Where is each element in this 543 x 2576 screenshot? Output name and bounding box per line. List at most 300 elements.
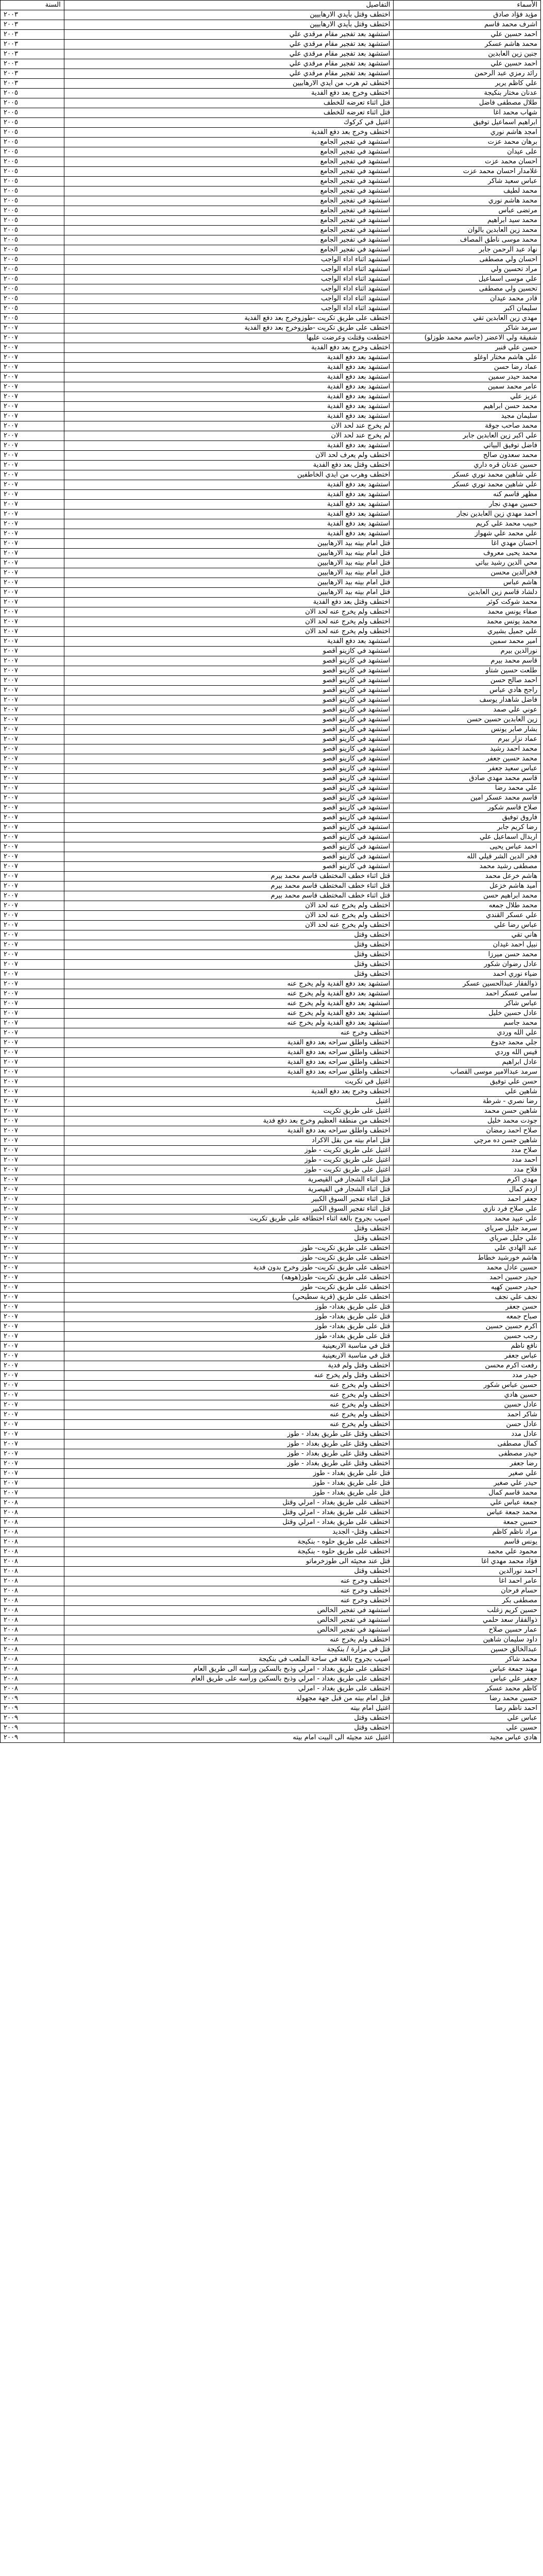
details-cell: استشهد بعد دفع الفدية ولم يخرج عنه	[64, 979, 394, 989]
details-cell: قتل اثناء الشجار في القيصرية	[64, 1175, 394, 1185]
details-cell: قتل على طريق بغداد - طوز	[64, 1469, 394, 1479]
year-cell: ٢٠٠٣	[1, 79, 64, 89]
year-cell: ٢٠٠٧	[1, 1224, 64, 1234]
details-cell: استشهد بعد دفع الفدية	[64, 382, 394, 392]
details-cell: اختطف وهرب من ايدي الخاطفين	[64, 470, 394, 480]
table-row	[1, 216, 541, 226]
table-row	[1, 529, 541, 539]
table-row	[1, 1253, 541, 1263]
table-row	[1, 705, 541, 715]
name-cell: هاشم خرعل محمد	[394, 872, 541, 882]
details-cell: استشهد في تفجير الجامع	[64, 206, 394, 216]
name-cell: شاكر احمد	[394, 1410, 541, 1420]
name-cell: داود سليمان شاهين	[394, 1635, 541, 1645]
details-cell: اختطف وقتل	[64, 1723, 394, 1733]
year-cell: ٢٠٠٧	[1, 607, 64, 617]
name-cell: نجف علي نجف	[394, 1293, 541, 1302]
name-cell: تحسين ولي مصطفى	[394, 284, 541, 294]
name-cell: حسين محمد رضا	[394, 1694, 541, 1704]
table-row	[1, 1733, 541, 1743]
year-cell: ٢٠٠٧	[1, 1410, 64, 1420]
table-row	[1, 1459, 541, 1469]
name-cell: علي شاهين محمد نوري عسكر	[394, 480, 541, 490]
name-cell: محمد لطيف	[394, 187, 541, 196]
year-cell: ٢٠٠٧	[1, 813, 64, 823]
details-cell: استشهد بعد دفع الفدية ولم يخرج عنه	[64, 989, 394, 999]
year-cell: ٢٠٠٧	[1, 1253, 64, 1263]
details-cell: اختطف ولم يخرج عنه	[64, 1410, 394, 1420]
details-cell: اختطف وخرج بعد دفع الفدية	[64, 128, 394, 138]
year-cell: ٢٠٠٨	[1, 1586, 64, 1596]
details-cell: استشهد في تفجير الجامع	[64, 177, 394, 187]
name-cell: عبد الهادي علي	[394, 1244, 541, 1253]
year-cell: ٢٠٠٧	[1, 421, 64, 431]
table-row	[1, 324, 541, 333]
details-cell: استشهد بعد دفع الفدية	[64, 519, 394, 529]
year-cell: ٢٠٠٧	[1, 568, 64, 578]
year-cell: ٢٠٠٧	[1, 1205, 64, 1214]
name-cell: جودت محمد خليل	[394, 1116, 541, 1126]
table-row	[1, 1087, 541, 1097]
name-cell: جعفر احمد	[394, 1195, 541, 1205]
table-row	[1, 803, 541, 813]
name-cell: علي هاشم مختار اوغلو	[394, 353, 541, 363]
details-cell: استشهد في تفجير الجامع	[64, 157, 394, 167]
name-cell: مرتضى عباس	[394, 206, 541, 216]
year-cell: ٢٠٠٧	[1, 872, 64, 882]
year-cell: ٢٠٠٧	[1, 1087, 64, 1097]
name-cell: نهاد عبد الرحمن جابر	[394, 245, 541, 255]
year-cell: ٢٠٠٨	[1, 1635, 64, 1645]
year-cell: ٢٠٠٧	[1, 1459, 64, 1469]
year-cell: ٢٠٠٧	[1, 833, 64, 842]
year-cell: ٢٠٠٧	[1, 1391, 64, 1400]
table-row	[1, 1195, 541, 1205]
year-cell: ٢٠٠٥	[1, 177, 64, 187]
details-cell: قتل امام بيته بيد الارهابيين	[64, 588, 394, 598]
year-cell: ٢٠٠٧	[1, 1185, 64, 1195]
name-cell: امير محمد سمين	[394, 637, 541, 647]
year-cell: ٢٠٠٧	[1, 490, 64, 500]
name-cell: عبدالخالق حسين	[394, 1645, 541, 1655]
name-cell: محمد يونس محمد	[394, 617, 541, 627]
name-cell: شاهين علي	[394, 1087, 541, 1097]
table-row	[1, 10, 541, 20]
year-cell: ٢٠٠٧	[1, 911, 64, 921]
details-cell: اختطف وقتل بأيدي الارهابيين	[64, 20, 394, 30]
table-row	[1, 588, 541, 598]
table-row	[1, 891, 541, 901]
name-cell: عادل حسين	[394, 1400, 541, 1410]
name-cell: فؤاد محمد مهدي اغا	[394, 1557, 541, 1567]
table-row	[1, 1596, 541, 1606]
table-row	[1, 284, 541, 294]
details-cell: قتل امام بيته بيد الارهابيين	[64, 568, 394, 578]
table-row	[1, 1058, 541, 1067]
details-cell: اختطف على طريق بغداد - امرلي وذبح بالسكين ورأسه الى طريق العام	[64, 1665, 394, 1674]
name-cell: احمد صالح حسن	[394, 676, 541, 686]
details-cell: استشهد في تفجير الجامع	[64, 138, 394, 147]
table-row	[1, 40, 541, 49]
table-row	[1, 196, 541, 206]
name-cell: هاني تقي	[394, 930, 541, 940]
table-row	[1, 940, 541, 950]
details-cell: اغتيل عند مجيئه الى البيت امام بيته	[64, 1733, 394, 1743]
details-cell: استشهد في كازينو أقصو	[64, 842, 394, 852]
table-row	[1, 1283, 541, 1293]
year-cell: ٢٠٠٥	[1, 314, 64, 324]
year-cell: ٢٠٠٩	[1, 1723, 64, 1733]
year-cell: ٢٠٠٧	[1, 1058, 64, 1067]
table-row	[1, 1606, 541, 1616]
details-cell: اختطف وخرج عنه	[64, 1586, 394, 1596]
details-cell: اختطف وقتل على طريق بغداد - طوز	[64, 1430, 394, 1439]
name-cell: احمد عباس يحيى	[394, 842, 541, 852]
name-cell: حسن علي قنبر	[394, 343, 541, 353]
name-cell: نورالدين بيرم	[394, 647, 541, 656]
year-cell: ٢٠٠٧	[1, 862, 64, 872]
details-cell: استشهد في تفجير الخالص	[64, 1625, 394, 1635]
year-cell: ٢٠٠٧	[1, 715, 64, 725]
name-cell: حسين عادل محمد	[394, 1263, 541, 1273]
name-cell: سرمد شاكر	[394, 324, 541, 333]
year-cell: ٢٠٠٧	[1, 500, 64, 510]
name-cell: قيس الله وردي	[394, 1048, 541, 1058]
year-cell: ٢٠٠٥	[1, 304, 64, 314]
year-cell: ٢٠٠٧	[1, 1381, 64, 1391]
name-cell: أميد هاشم خزعل	[394, 882, 541, 891]
table-row	[1, 255, 541, 265]
name-cell: رضا كريم جابر	[394, 823, 541, 833]
year-cell: ٢٠٠٧	[1, 1097, 64, 1107]
details-cell: استشهد في كازينو أقصو	[64, 862, 394, 872]
details-cell: استشهد اثناء اداء الواجب	[64, 304, 394, 314]
table-row	[1, 1586, 541, 1596]
details-cell: استشهد بعد دفع الفدية	[64, 402, 394, 412]
table-row	[1, 1723, 541, 1733]
table-row	[1, 696, 541, 705]
year-cell: ٢٠٠٧	[1, 353, 64, 363]
table-row	[1, 1214, 541, 1224]
name-cell: محمد ابراهيم حسن	[394, 891, 541, 901]
table-row	[1, 1156, 541, 1165]
table-row	[1, 1469, 541, 1479]
year-cell: ٢٠٠٨	[1, 1577, 64, 1586]
name-cell: عباس رضا علي	[394, 921, 541, 930]
name-cell: اكرم حسين حسين	[394, 1322, 541, 1332]
year-cell: ٢٠٠٥	[1, 206, 64, 216]
table-row	[1, 852, 541, 862]
details-cell: استشهد بعد دفع الفدية ولم يخرج عنه	[64, 1009, 394, 1019]
name-cell: عادل مدد	[394, 1430, 541, 1439]
table-row	[1, 960, 541, 970]
name-cell: نافع ناظم	[394, 1342, 541, 1351]
name-cell: فاضل توفيق البياتي	[394, 441, 541, 451]
table-row	[1, 1567, 541, 1577]
year-cell: ٢٠٠٥	[1, 157, 64, 167]
details-cell: استشهد في كازينو أقصو	[64, 676, 394, 686]
table-row	[1, 627, 541, 637]
details-cell: لم يخرج عند لحد الان	[64, 421, 394, 431]
table-row	[1, 1185, 541, 1195]
year-cell: ٢٠٠٧	[1, 647, 64, 656]
table-row	[1, 1019, 541, 1028]
table-row	[1, 1097, 541, 1107]
year-cell: ٢٠٠٧	[1, 1312, 64, 1322]
table-row	[1, 1400, 541, 1410]
details-cell: استشهد اثناء اداء الواجب	[64, 255, 394, 265]
table-row	[1, 1038, 541, 1048]
details-cell: استشهد في كازينو أقصو	[64, 666, 394, 676]
table-row	[1, 79, 541, 89]
table-row	[1, 754, 541, 764]
name-cell: رجب حسين	[394, 1332, 541, 1342]
table-row	[1, 49, 541, 59]
name-cell: عزيز علي	[394, 392, 541, 402]
details-cell: اختطف ولم يخرج عنه لحد الان	[64, 911, 394, 921]
details-cell: اختطف وقتل بعد دفع الفدية	[64, 598, 394, 607]
details-cell: قتل اثناء الشجار في القيصرية	[64, 1185, 394, 1195]
details-cell: قتل اثناء خطف المختطف قاسم محمد بيرم	[64, 872, 394, 882]
details-cell: اختطف ولم يعرف لحد الان	[64, 451, 394, 461]
table-row	[1, 1332, 541, 1342]
year-cell: ٢٠٠٧	[1, 1244, 64, 1253]
table-row	[1, 431, 541, 441]
year-cell: ٢٠٠٧	[1, 343, 64, 353]
table-row	[1, 1234, 541, 1244]
table-row	[1, 930, 541, 940]
name-cell: شفيقة ولي الاعضر (جاسم محمد طوزلو)	[394, 333, 541, 343]
year-column-header: السنة	[1, 1, 64, 10]
details-cell: استشهد بعد دفع الفدية	[64, 441, 394, 451]
table-row	[1, 1528, 541, 1537]
year-cell: ٢٠٠٩	[1, 1694, 64, 1704]
year-cell: ٢٠٠٧	[1, 1488, 64, 1498]
details-cell: اختطف وقتل ولم يخرج عنه	[64, 1371, 394, 1381]
table-row	[1, 1498, 541, 1508]
name-cell: سليمان مجيد	[394, 412, 541, 421]
details-cell: لم يخرج عند لحد الان	[64, 431, 394, 441]
details-cell: اختطف على طريق تكريت- طوز وخرج بدون فدية	[64, 1263, 394, 1273]
year-cell: ٢٠٠٧	[1, 774, 64, 784]
name-cell: حسام فرحان	[394, 1586, 541, 1596]
table-row	[1, 901, 541, 911]
name-cell: نبيل احمد غيدان	[394, 940, 541, 950]
year-cell: ٢٠٠٣	[1, 69, 64, 79]
details-cell: اختطف على طريق تكريت- طوز	[64, 1253, 394, 1263]
year-cell: ٢٠٠٧	[1, 882, 64, 891]
table-row	[1, 157, 541, 167]
name-cell: مظهر قاسم كنه	[394, 490, 541, 500]
table-row	[1, 89, 541, 98]
name-cell: احسان محمد عزت	[394, 157, 541, 167]
table-header-row	[1, 1, 541, 10]
table-row	[1, 382, 541, 392]
name-cell: احمد مدد	[394, 1156, 541, 1165]
name-cell: احسان ولي مصطفى	[394, 255, 541, 265]
name-cell: سرمد جليل صرياي	[394, 1224, 541, 1234]
details-cell: اغتيل في كركوك	[64, 118, 394, 128]
details-cell: استشهد في كازينو أقصو	[64, 754, 394, 764]
details-cell: اختطف وقتل	[64, 930, 394, 940]
details-cell: استشهد في تفجير الخالص	[64, 1616, 394, 1625]
details-cell: قتل امام بيته بيد الارهابيين	[64, 539, 394, 549]
year-cell: ٢٠٠٨	[1, 1498, 64, 1508]
details-cell: استشهد في كازينو أقصو	[64, 725, 394, 735]
details-cell: استشهد بعد تفجير مقام مرقدي علي	[64, 59, 394, 69]
name-cell: حيدر مدد	[394, 1371, 541, 1381]
name-cell: محمد سعدون صالح	[394, 451, 541, 461]
year-cell: ٢٠٠٥	[1, 98, 64, 108]
year-cell: ٢٠٠٥	[1, 108, 64, 118]
year-cell: ٢٠٠٧	[1, 1107, 64, 1116]
table-row	[1, 1537, 541, 1547]
table-row	[1, 421, 541, 431]
name-cell: عوني علي صمد	[394, 705, 541, 715]
name-cell: مراد تحسين ولي	[394, 265, 541, 275]
year-cell: ٢٠٠٧	[1, 1019, 64, 1028]
name-cell: عباس شاكر	[394, 999, 541, 1009]
details-cell: اغتيل	[64, 1097, 394, 1107]
table-row	[1, 1557, 541, 1567]
year-cell: ٢٠٠٧	[1, 519, 64, 529]
table-row	[1, 725, 541, 735]
year-cell: ٢٠٠٧	[1, 940, 64, 950]
details-cell: اغتيل في تكريت	[64, 1077, 394, 1087]
details-cell: اختطف وقتل على طريق بغداد - طوز	[64, 1449, 394, 1459]
details-cell: استشهد في كازينو أقصو	[64, 803, 394, 813]
details-cell: استشهد في كازينو أقصو	[64, 852, 394, 862]
details-cell: اختطف من منطقة العظيم وخرج بعد دفع فدية	[64, 1116, 394, 1126]
table-row	[1, 1577, 541, 1586]
year-cell: ٢٠٠٧	[1, 891, 64, 901]
year-cell: ٢٠٠٨	[1, 1596, 64, 1606]
name-cell: محمد شوكت كوثر	[394, 598, 541, 607]
year-cell: ٢٠٠٧	[1, 852, 64, 862]
table-row	[1, 735, 541, 744]
details-cell: اختطف وقتل على طريق بغداد - طوز	[64, 1459, 394, 1469]
table-row	[1, 979, 541, 989]
name-cell: صفاء يونس محمد	[394, 607, 541, 617]
name-cell: قادر محمد عيدان	[394, 294, 541, 304]
details-cell: اصيب بجروح بالغة اثناء اختطافه على طريق تكريت	[64, 1214, 394, 1224]
table-row	[1, 549, 541, 558]
table-row	[1, 1136, 541, 1146]
year-cell: ٢٠٠٨	[1, 1528, 64, 1537]
name-cell: مصطفى بكر	[394, 1596, 541, 1606]
table-row	[1, 1684, 541, 1694]
name-cell: حسين كريم زغلب	[394, 1606, 541, 1616]
details-cell: اختطف على طريق بغداد - امرلي وذبح بالسكين ورأسه على طريق العام	[64, 1674, 394, 1684]
name-cell: عامر احمد اغا	[394, 1577, 541, 1586]
name-cell: سامي عسكر احمد	[394, 989, 541, 999]
year-cell: ٢٠٠٧	[1, 705, 64, 715]
details-cell: اختطف ولم يخرج عنه	[64, 1381, 394, 1391]
year-cell: ٢٠٠٨	[1, 1665, 64, 1674]
table-row	[1, 333, 541, 343]
year-cell: ٢٠٠٥	[1, 255, 64, 265]
name-cell: ازدم كمال	[394, 1185, 541, 1195]
name-cell: سليمان اكبر	[394, 304, 541, 314]
details-cell: اختطف وخرج بعد دفع الفدية	[64, 1087, 394, 1097]
year-cell: ٢٠٠٥	[1, 265, 64, 275]
table-row	[1, 167, 541, 177]
table-body	[1, 10, 541, 1743]
details-cell: استشهد اثناء اداء الواجب	[64, 284, 394, 294]
details-cell: استشهد بعد دفع الفدية	[64, 637, 394, 647]
name-cell: محمد هاشم عسكر	[394, 40, 541, 49]
name-cell: عماد نزار بيرم	[394, 735, 541, 744]
year-cell: ٢٠٠٧	[1, 627, 64, 637]
year-cell: ٢٠٠٧	[1, 999, 64, 1009]
year-cell: ٢٠٠٧	[1, 1302, 64, 1312]
table-row	[1, 989, 541, 999]
details-cell: استشهد في كازينو أقصو	[64, 784, 394, 793]
name-cell: سرمد عبدالامير موسى القصاب	[394, 1067, 541, 1077]
name-cell: شهاب محمد اغا	[394, 108, 541, 118]
table-row	[1, 1625, 541, 1635]
year-cell: ٢٠٠٧	[1, 451, 64, 461]
details-cell: اختطف وقتل ولم فدية	[64, 1361, 394, 1371]
table-row	[1, 1420, 541, 1430]
details-cell: اصيب بجروح بالغة في ساحة الملعب في بنكيجة	[64, 1655, 394, 1665]
table-row	[1, 69, 541, 79]
details-cell: قتل في مناسبة الاربعينية	[64, 1351, 394, 1361]
details-cell: اختطف وقتل	[64, 1234, 394, 1244]
details-cell: استشهد بعد دفع الفدية	[64, 392, 394, 402]
name-cell: صلاح احمد رمضان	[394, 1126, 541, 1136]
name-cell: فاروق توفيق	[394, 813, 541, 823]
table-row	[1, 1146, 541, 1156]
details-cell: قتل اثناء تفجير السوق الكبير	[64, 1195, 394, 1205]
table-row	[1, 1508, 541, 1518]
name-cell: حسين مهدي نجار	[394, 500, 541, 510]
year-cell: ٢٠٠٧	[1, 686, 64, 696]
year-cell: ٢٠٠٧	[1, 333, 64, 343]
table-row	[1, 715, 541, 725]
name-cell: حيدر حسين كهيه	[394, 1283, 541, 1293]
name-cell: صلاح مدد	[394, 1146, 541, 1156]
details-cell: اختطف واطلق سراحه بعد دفع الفدية	[64, 1058, 394, 1067]
details-cell: استشهد بعد تفجير مقام مرقدي علي	[64, 69, 394, 79]
details-cell: اختطف ولم يخرج عنه لحد الان	[64, 617, 394, 627]
year-cell: ٢٠٠٥	[1, 89, 64, 98]
details-cell: قتل امام بيته من بقل الاكراد	[64, 1136, 394, 1146]
name-cell: محمد سيد ابراهيم	[394, 216, 541, 226]
name-cell: محمد حيدر سمين	[394, 372, 541, 382]
details-cell: اختطف على طريق تكريت- طوز(هوهه)	[64, 1273, 394, 1283]
table-row	[1, 1635, 541, 1645]
table-row	[1, 676, 541, 686]
table-row	[1, 118, 541, 128]
year-cell: ٢٠٠٨	[1, 1537, 64, 1547]
name-cell: رفعت اكرم محسن	[394, 1361, 541, 1371]
details-cell: استشهد بعد دفع الفدية	[64, 500, 394, 510]
name-cell: عباس سعيد شاكر	[394, 177, 541, 187]
year-cell: ٢٠٠٧	[1, 735, 64, 744]
year-cell: ٢٠٠٥	[1, 284, 64, 294]
details-cell: قتل اثناء تعرضه للخطف	[64, 98, 394, 108]
table-row	[1, 441, 541, 451]
details-cell: قتل امام بيته بيد الارهابيين	[64, 558, 394, 568]
details-cell: اختطفت وقتلت وعرضت عليها	[64, 333, 394, 343]
name-cell: حسين هادي	[394, 1391, 541, 1400]
details-cell: اختطف على طريق تكريت- طوز	[64, 1244, 394, 1253]
name-cell: جنين زين العابدين	[394, 49, 541, 59]
name-cell: شاهين حسن محمد	[394, 1107, 541, 1116]
name-cell: محمد جاسم	[394, 1019, 541, 1028]
table-row	[1, 862, 541, 872]
